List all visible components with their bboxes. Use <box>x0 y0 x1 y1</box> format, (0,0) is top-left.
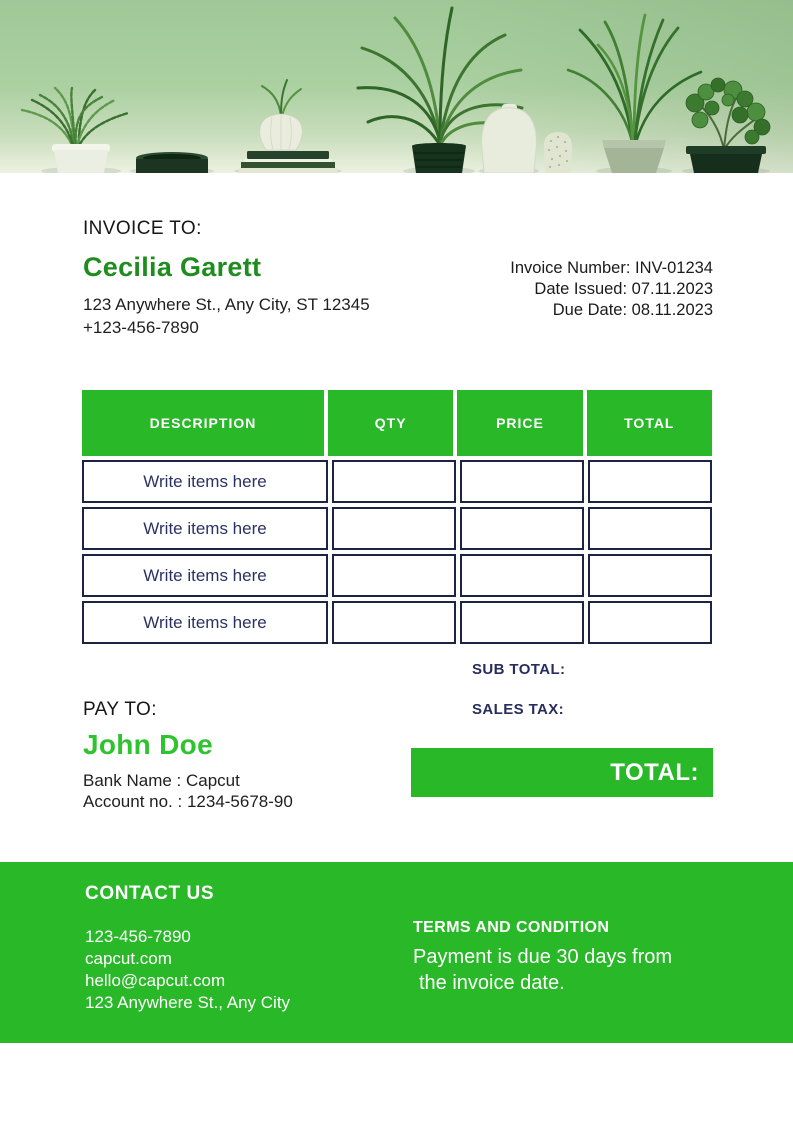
item-description-cell[interactable]: Write items here <box>82 554 328 597</box>
item-qty-cell[interactable] <box>332 507 456 550</box>
contact-website: capcut.com <box>85 949 172 968</box>
invoice-to-section <box>83 218 370 338</box>
header-qty: QTY <box>328 390 453 456</box>
item-description-cell[interactable]: Write items here <box>82 601 328 644</box>
items-table-header-row <box>82 390 712 456</box>
date-issued: Date Issued: 07.11.2023 <box>534 280 713 298</box>
terms-heading: TERMS AND CONDITION <box>413 919 610 936</box>
table-row <box>82 554 712 597</box>
header-total: TOTAL <box>587 390 712 456</box>
invoice-to-label: INVOICE TO: <box>83 218 202 239</box>
contact-address: 123 Anywhere St., Any City <box>85 993 291 1012</box>
contact-us-heading: CONTACT US <box>85 883 215 904</box>
header-description: DESCRIPTION <box>82 390 324 456</box>
item-price-cell[interactable] <box>460 460 584 503</box>
terms-line-2: the invoice date. <box>419 972 565 994</box>
item-price-cell[interactable] <box>460 601 584 644</box>
item-total-cell[interactable] <box>588 460 712 503</box>
sub-total-label: SUB TOTAL: <box>472 661 566 678</box>
invoice-number: Invoice Number: INV-01234 <box>510 259 713 277</box>
pay-to-label: PAY TO: <box>83 699 157 720</box>
items-table-body <box>82 460 712 644</box>
due-date: Due Date: 08.11.2023 <box>552 301 713 319</box>
header-price: PRICE <box>457 390 582 456</box>
bank-name: Bank Name : Capcut <box>83 771 240 790</box>
item-qty-cell[interactable] <box>332 460 456 503</box>
item-price-cell[interactable] <box>460 554 584 597</box>
total-label: TOTAL: <box>610 758 699 786</box>
item-description-cell[interactable]: Write items here <box>82 507 328 550</box>
terms-text <box>413 944 672 996</box>
item-description-cell[interactable]: Write items here <box>82 460 328 503</box>
contact-phone: 123-456-7890 <box>85 927 191 946</box>
client-address: 123 Anywhere St., Any City, ST 12345 <box>83 295 370 314</box>
contact-lines <box>85 926 290 1014</box>
terms-line-1: Payment is due 30 days from <box>413 946 673 968</box>
items-table <box>82 390 712 644</box>
footer-band <box>0 862 793 1043</box>
sales-tax-label: SALES TAX: <box>472 701 565 718</box>
client-name: Cecilia Garett <box>83 252 262 282</box>
pay-to-section <box>83 699 293 812</box>
hero-photo <box>0 0 793 173</box>
invoice-meta-section <box>510 258 713 321</box>
table-row <box>82 601 712 644</box>
item-qty-cell[interactable] <box>332 601 456 644</box>
item-total-cell[interactable] <box>588 507 712 550</box>
table-row <box>82 460 712 503</box>
payee-name: John Doe <box>83 729 213 760</box>
contact-email: hello@capcut.com <box>85 971 226 990</box>
item-price-cell[interactable] <box>460 507 584 550</box>
client-phone: +123-456-7890 <box>83 318 199 337</box>
table-row <box>82 507 712 550</box>
account-number: Account no. : 1234-5678-90 <box>83 792 293 811</box>
item-total-cell[interactable] <box>588 601 712 644</box>
total-bar <box>411 748 713 797</box>
item-qty-cell[interactable] <box>332 554 456 597</box>
item-total-cell[interactable] <box>588 554 712 597</box>
